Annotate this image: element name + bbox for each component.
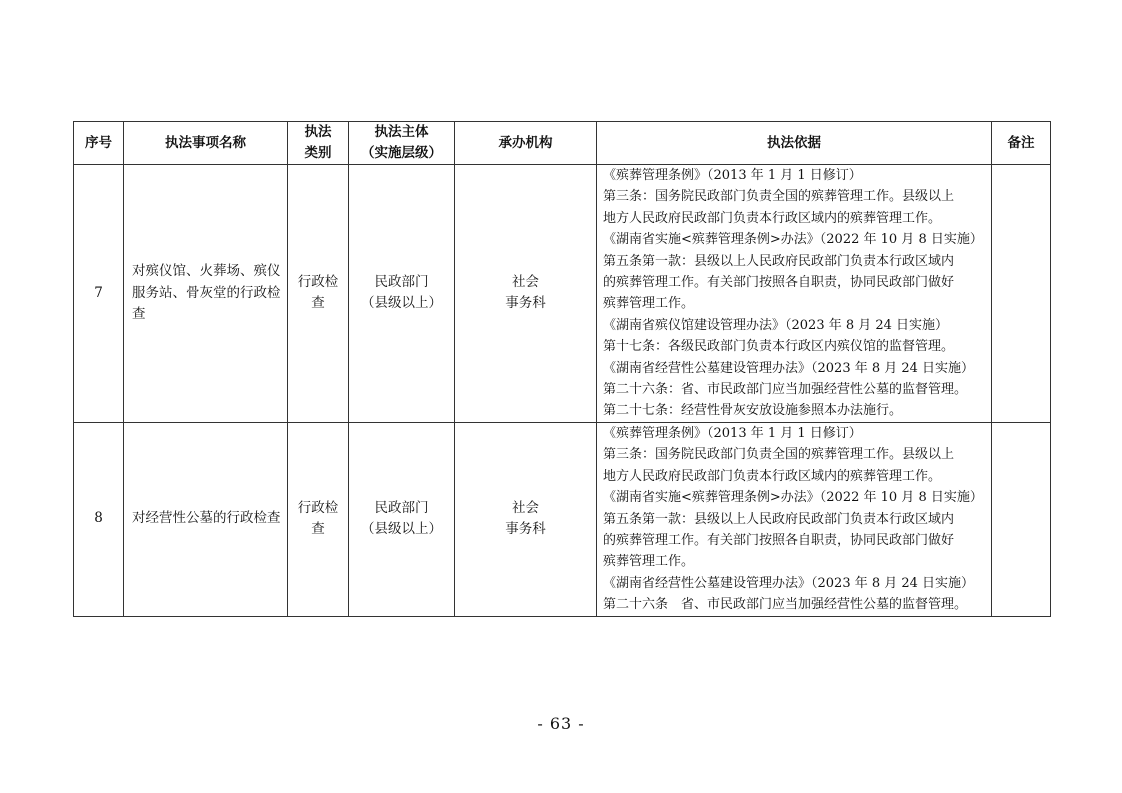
row-index: 8 <box>74 422 124 616</box>
header-remark: 备注 <box>992 122 1051 165</box>
row-remark <box>992 422 1051 616</box>
header-item-name: 执法事项名称 <box>124 122 288 165</box>
table-header-row <box>74 122 1051 165</box>
table-row <box>74 165 1051 423</box>
row-remark <box>992 165 1051 423</box>
basis-line: 《殡葬管理条例》（2013 年 1 月 1 日修订） <box>603 425 862 441</box>
header-basis: 执法依据 <box>597 122 992 165</box>
basis-line: 第五条第一款：县级以上人民政府民政部门负责本行政区域内 <box>603 511 955 527</box>
basis-line: 第二十六条 省、市民政部门应当加强经营性公墓的监督管理。 <box>603 597 968 613</box>
row-basis <box>597 422 992 616</box>
basis-line: 殡葬管理工作。 <box>603 554 695 570</box>
basis-line: 《湖南省殡仪馆建设管理办法》（2023 年 8 月 24 日实施） <box>603 317 949 333</box>
row-item-name: 对经营性公墓的行政检查 <box>124 422 288 616</box>
basis-line: 殡葬管理工作。 <box>603 296 695 312</box>
row-category: 行政检 查 <box>288 165 349 423</box>
row-basis <box>597 165 992 423</box>
row-subject: 民政部门 （县级以上） <box>349 422 455 616</box>
basis-line: 《湖南省实施<殡葬管理条例>办法》（2022 年 10 月 8 日实施） <box>603 232 983 248</box>
basis-line: 《殡葬管理条例》（2013 年 1 月 1 日修订） <box>603 168 862 183</box>
basis-line: 第三条：国务院民政部门负责全国的殡葬管理工作。县级以上 <box>603 189 955 205</box>
basis-line: 第二十六条：省、市民政部门应当加强经营性公墓的监督管理。 <box>603 382 968 398</box>
basis-line: 的殡葬管理工作。有关部门按照各自职责，协同民政部门做好 <box>603 532 955 548</box>
row-index: 7 <box>74 165 124 423</box>
basis-line: 《湖南省实施<殡葬管理条例>办法》（2022 年 10 月 8 日实施） <box>603 490 983 506</box>
header-category: 执法 类别 <box>288 122 349 165</box>
basis-line: 第二十七条：经营性骨灰安放设施参照本办法施行。 <box>603 403 903 419</box>
basis-line: 地方人民政府民政部门负责本行政区域内的殡葬管理工作。 <box>603 210 942 226</box>
basis-line: 《湖南省经营性公墓建设管理办法》（2023 年 8 月 24 日实施） <box>603 360 975 376</box>
basis-line: 地方人民政府民政部门负责本行政区域内的殡葬管理工作。 <box>603 468 942 484</box>
basis-line: 第三条：国务院民政部门负责全国的殡葬管理工作。县级以上 <box>603 447 955 463</box>
row-agency: 社会 事务科 <box>455 165 597 423</box>
header-subject: 执法主体 （实施层级） <box>349 122 455 165</box>
basis-line: 第五条第一款：县级以上人民政府民政部门负责本行政区域内 <box>603 253 955 269</box>
table-row <box>74 422 1051 616</box>
header-index: 序号 <box>74 122 124 165</box>
basis-line: 《湖南省经营性公墓建设管理办法》（2023 年 8 月 24 日实施） <box>603 575 975 591</box>
basis-line: 第十七条：各级民政部门负责本行政区内殡仪馆的监督管理。 <box>603 339 955 355</box>
basis-line: 的殡葬管理工作。有关部门按照各自职责，协同民政部门做好 <box>603 275 955 291</box>
page-number: - 63 - <box>537 714 585 733</box>
row-category: 行政检 查 <box>288 422 349 616</box>
row-agency: 社会 事务科 <box>455 422 597 616</box>
header-agency: 承办机构 <box>455 122 597 165</box>
row-item-name: 对殡仪馆、火葬场、殡仪服务站、骨灰堂的行政检查 <box>124 165 288 423</box>
enforcement-table <box>73 121 1051 617</box>
row-subject: 民政部门 （县级以上） <box>349 165 455 423</box>
